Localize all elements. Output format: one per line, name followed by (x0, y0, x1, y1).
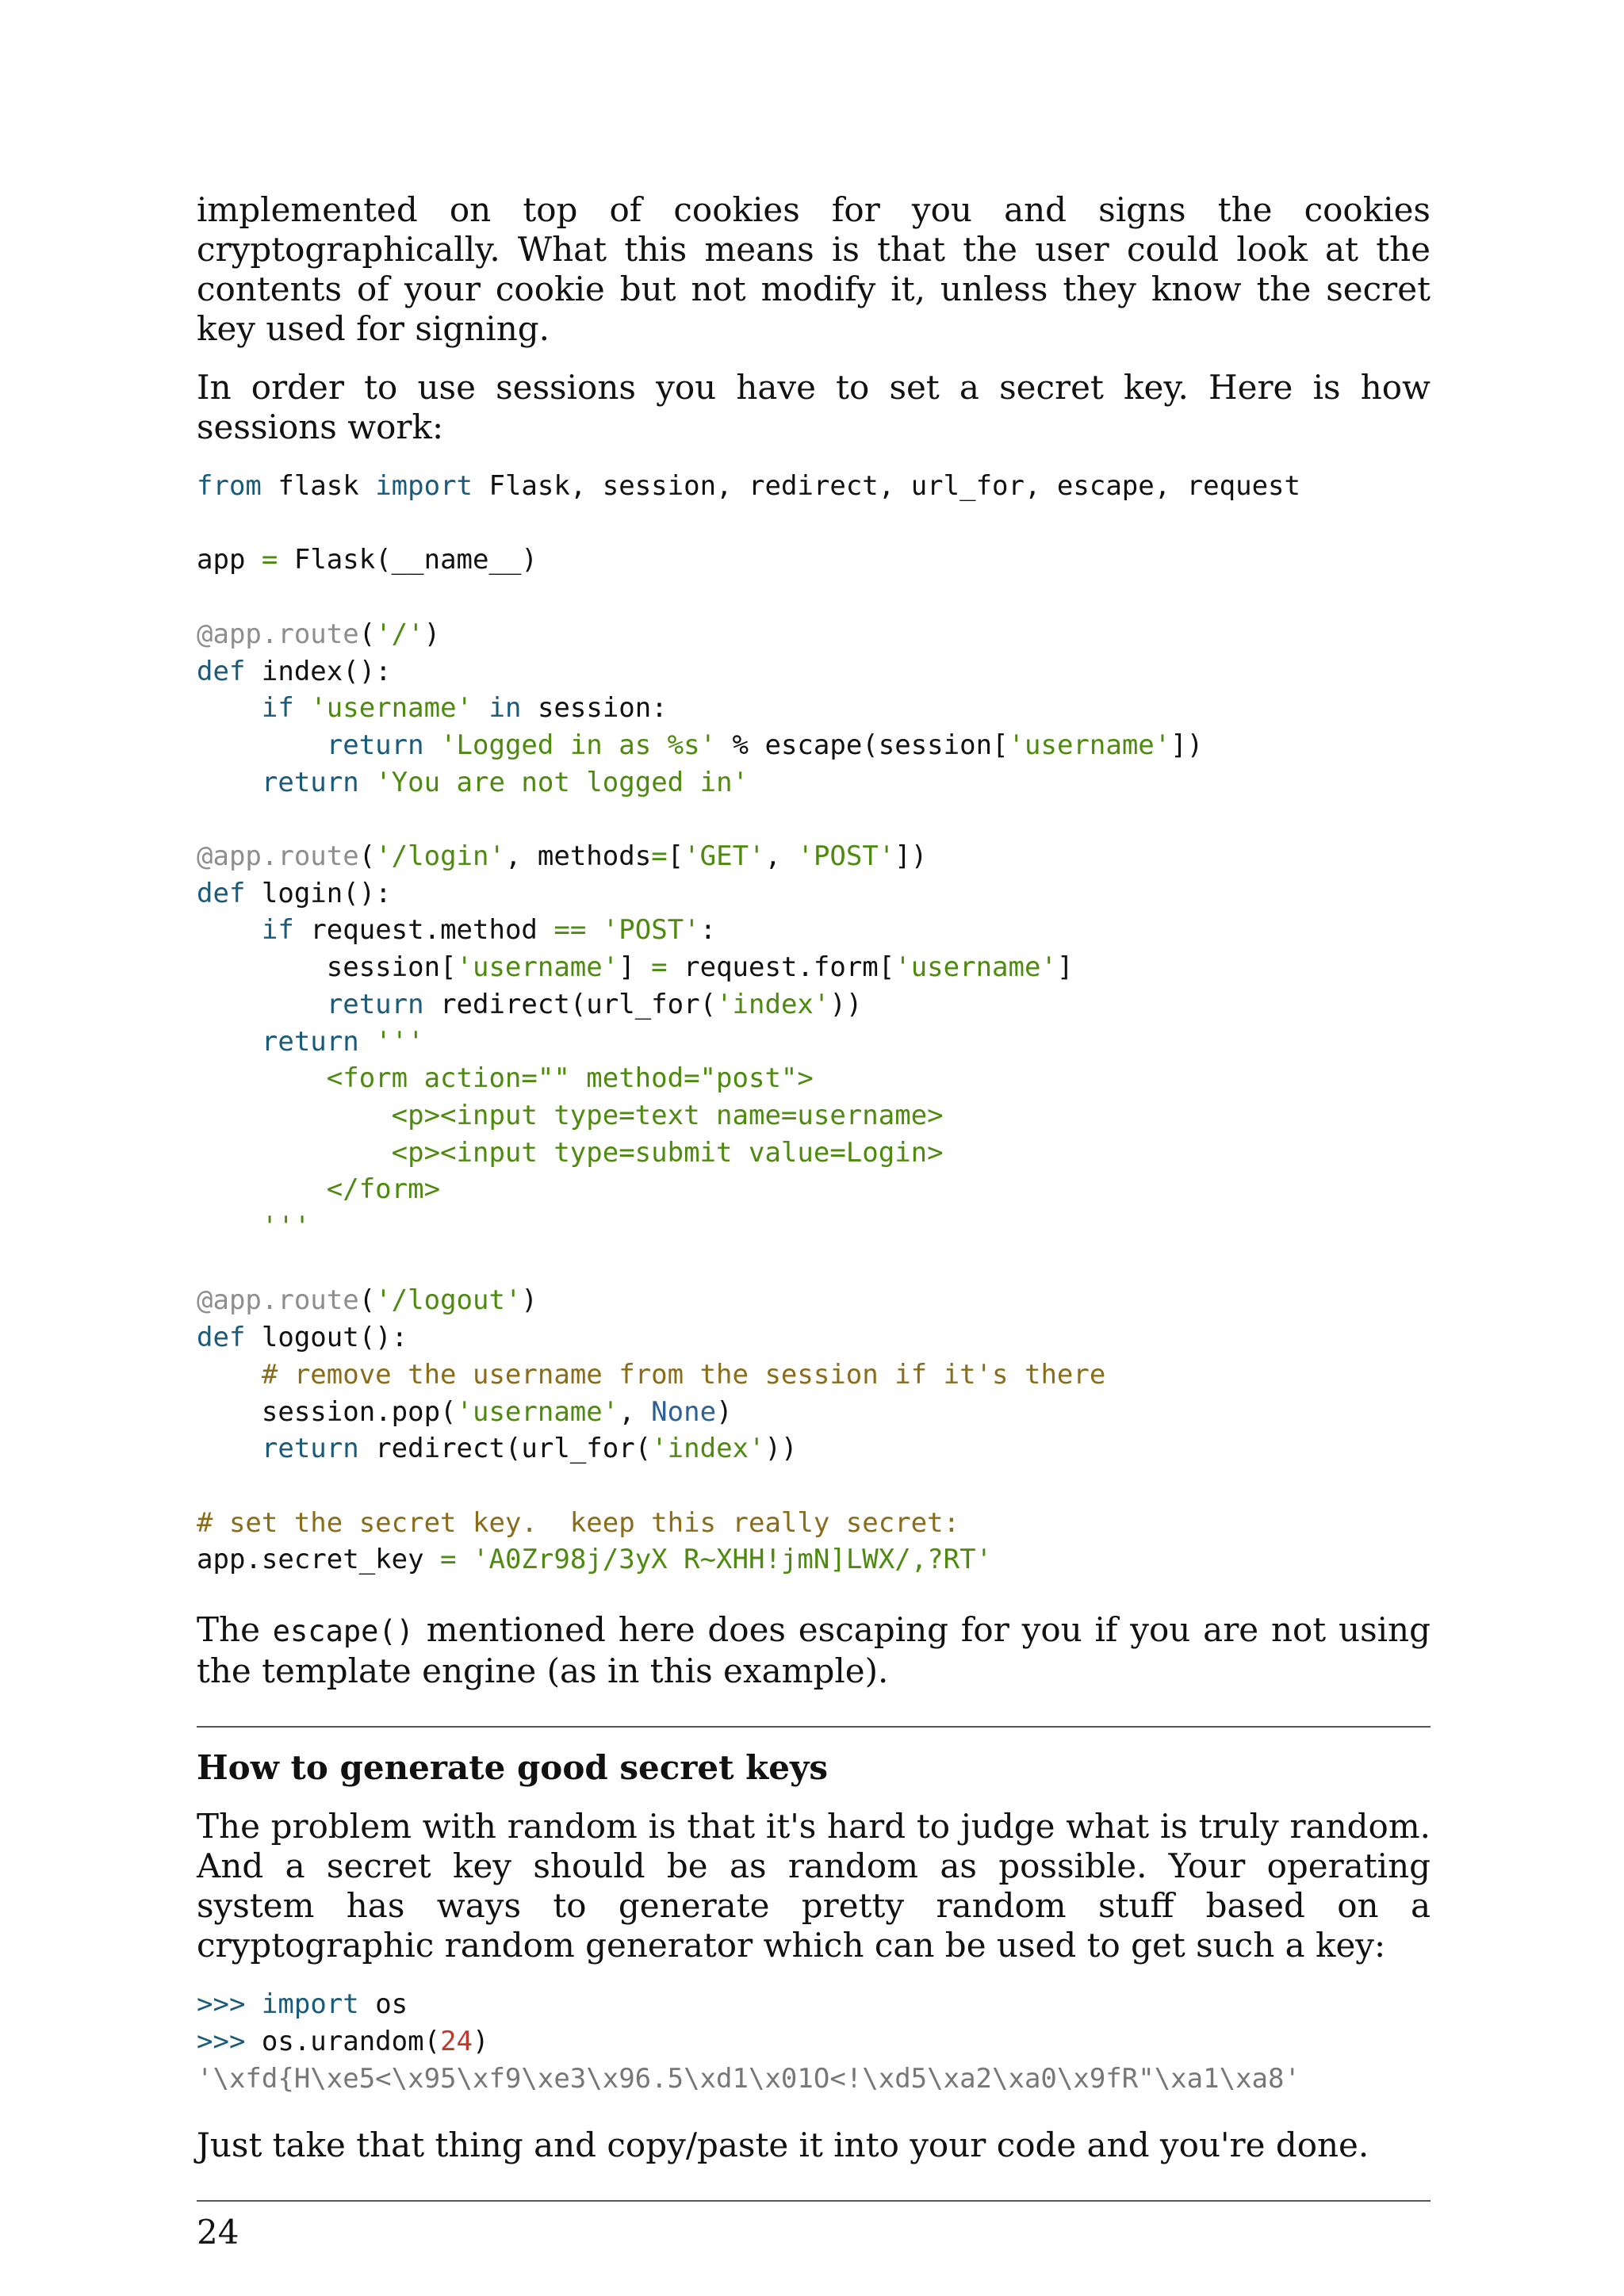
code-line (197, 468, 1431, 505)
escape-inline-code: escape() (272, 1614, 414, 1649)
code-line (197, 653, 1431, 691)
code-token: ] (1056, 951, 1074, 984)
code-token: import (375, 470, 473, 502)
code-token: [ (667, 840, 684, 873)
code-line (197, 1430, 1431, 1468)
box-paragraph: The problem with random is that it's hard to judge what is truly random. And a secret key should be as random as possible. Your operating system has ways to generate pretty random stuff based on a cryptographic random generator which can be used to get such a key: (197, 1807, 1431, 1965)
code-line (197, 505, 1431, 542)
code-token: , methods (504, 840, 652, 873)
code-token: 'username' (894, 951, 1057, 984)
code-line (197, 541, 1431, 579)
code-line (197, 1282, 1431, 1319)
code-line (197, 1171, 1431, 1208)
code-token: return (261, 1025, 359, 1058)
closing-paragraph: Just take that thing and copy/paste it into your code and you're done. (197, 2126, 1369, 2165)
code-token: = (651, 951, 668, 984)
code-token: request.method (293, 914, 554, 947)
code-token: 'POST' (797, 840, 895, 873)
document-page (197, 190, 1431, 2252)
code-token (197, 729, 327, 761)
code-token: 24 (440, 2025, 473, 2057)
code-token: ] (619, 951, 652, 984)
code-line (197, 690, 1431, 727)
code-token: )) (764, 1433, 798, 1465)
code-token: , (619, 1395, 652, 1428)
code-token (359, 767, 375, 798)
code-token: 'index' (651, 1433, 765, 1465)
code-token: )) (829, 988, 863, 1020)
code-token: None (651, 1395, 717, 1428)
code-token: == (553, 914, 587, 947)
code-token: Flask, session, redirect, url_for, escape, request (473, 470, 1300, 502)
code-line (197, 1135, 1431, 1172)
code-token (457, 1544, 473, 1575)
code-token: session.pop( (197, 1395, 457, 1428)
code-token: 'GET' (684, 840, 765, 873)
code-token (197, 1026, 262, 1058)
code-token: redirect(url_for( (358, 1433, 652, 1465)
code-token: def (197, 655, 246, 687)
box-bottom-rule (197, 2200, 1431, 2202)
intro-paragraph-2: In order to use sessions you have to set a secret key. Here is how sessions work: (197, 368, 1431, 446)
code-token: 'username' (310, 692, 473, 725)
code-token: ) (423, 618, 441, 650)
code-token: = (261, 544, 278, 576)
code-token (197, 914, 262, 946)
code-token: login(): (245, 877, 392, 909)
code-token: 'You are not logged in' (375, 766, 749, 798)
code-token: '/' (375, 618, 424, 650)
code-token (197, 692, 262, 724)
code-token (197, 1433, 262, 1464)
code-token: def (197, 1322, 246, 1354)
code-token: # set the secret key. keep this really secret: (197, 1506, 960, 1539)
code-token: ]) (894, 840, 928, 873)
intro-paragraph-1: implemented on top of cookies for you and signs the cookies cryptographically. What this means is that the user could look at the contents of your cookie but not modify it, unless they know the secret key used for signing. (197, 190, 1431, 348)
code-token (473, 692, 488, 724)
code-token: '/login' (375, 840, 505, 873)
code-token: : (699, 914, 717, 947)
code-token: return (261, 766, 359, 798)
code-token: '\xfd{H\xe5<\x95\xf9\xe3\x96.5\xd1\x01O<!\xd5\xa2\xa0\x9fR"\xa1\xa8' (197, 2062, 1300, 2095)
code-line (197, 1541, 1431, 1578)
page-number: 24 (197, 2213, 239, 2252)
code-token: # remove the username from the session if it's there (261, 1358, 1106, 1391)
escape-paragraph-after: mentioned here does escaping for you if you are not using the template engine (as in this example). (197, 1610, 1431, 1691)
code-token: </form> (197, 1173, 441, 1206)
code-line (197, 616, 1431, 653)
code-line (197, 1208, 1431, 1246)
code-line (197, 1505, 1431, 1542)
code-token (245, 1988, 261, 2020)
code-token: def (197, 877, 246, 909)
code-line (197, 912, 1431, 949)
code-line (197, 1468, 1431, 1505)
code-line (197, 1357, 1431, 1394)
code-token: ( (358, 618, 376, 650)
code-token: return (326, 729, 424, 761)
code-token: index(): (245, 655, 392, 687)
code-token: <form action="" method="post"> (197, 1062, 814, 1095)
code-token: @app.route (197, 618, 359, 650)
code-line (197, 801, 1431, 838)
code-token: >>> (197, 2025, 246, 2057)
code-token: if (261, 914, 294, 947)
code-token: logout(): (245, 1322, 408, 1354)
code-token: 'A0Zr98j/3yX R~XHH!jmN]LWX/,?RT' (473, 1544, 993, 1576)
code-token: = (440, 1544, 457, 1576)
code-token: % escape(session[ (716, 729, 1009, 761)
code-line (197, 1319, 1431, 1357)
code-line (197, 2061, 1431, 2098)
code-token: import (261, 1988, 359, 2021)
code-line (197, 1246, 1431, 1283)
code-line (197, 764, 1431, 802)
code-token: 'username' (456, 1395, 619, 1428)
code-token (197, 767, 262, 798)
code-token: '/logout' (375, 1284, 522, 1317)
code-token: app (197, 544, 262, 576)
code-token: ''' (197, 1211, 311, 1243)
code-token: os (358, 1988, 408, 2021)
code-token: return (326, 988, 424, 1020)
box-top-rule (197, 1726, 1431, 1728)
code-token: ) (716, 1395, 733, 1428)
code-line (197, 1060, 1431, 1097)
code-line (197, 2023, 1431, 2061)
code-token (359, 1026, 375, 1058)
code-token: @app.route (197, 1284, 359, 1317)
code-line (197, 1097, 1431, 1135)
box-title: How to generate good secret keys (197, 1748, 829, 1788)
code-line (197, 986, 1431, 1024)
code-token: session: (521, 692, 668, 725)
code-line (197, 727, 1431, 764)
code-token: ( (358, 1284, 376, 1317)
code-token: 'index' (716, 988, 830, 1020)
code-line (197, 875, 1431, 913)
code-token: <p><input type=submit value=Login> (197, 1136, 944, 1169)
code-line (197, 1394, 1431, 1431)
code-line (197, 579, 1431, 616)
code-token (294, 692, 310, 724)
code-token: ) (521, 1284, 538, 1317)
code-token: app.secret_key (197, 1544, 441, 1576)
code-token: ''' (375, 1025, 424, 1058)
code-line (197, 838, 1431, 875)
code-token (586, 914, 602, 946)
code-token: = (651, 840, 668, 873)
code-token: @app.route (197, 840, 359, 873)
code-token (424, 729, 440, 761)
escape-paragraph-before: The (197, 1610, 273, 1650)
code-token: in (488, 692, 522, 725)
code-token (197, 1359, 262, 1391)
code-token: >>> (197, 1988, 246, 2021)
code-token: session[ (197, 951, 457, 984)
code-token: from (197, 470, 262, 502)
code-token: 'Logged in as %s' (440, 729, 717, 761)
escape-paragraph (197, 1610, 1431, 1691)
code-token: 'POST' (602, 914, 700, 947)
code-token (197, 989, 327, 1020)
code-token: , (764, 840, 798, 873)
code-token: 'username' (1008, 729, 1171, 761)
code-line (197, 1024, 1431, 1061)
code-token: 'username' (456, 951, 619, 984)
code-token: ]) (1170, 729, 1204, 761)
code-token: flask (261, 470, 376, 502)
code-token: <p><input type=text name=username> (197, 1099, 944, 1131)
code-token: os.urandom( (245, 2025, 441, 2057)
code-line (197, 1986, 1431, 2023)
code-token: return (261, 1433, 359, 1465)
code-token: if (261, 692, 294, 725)
code-line (197, 949, 1431, 986)
code-token: ( (358, 840, 376, 873)
code-token: redirect(url_for( (423, 988, 717, 1020)
code-block-flask-sessions (197, 468, 1431, 1578)
code-token: ) (473, 2025, 489, 2057)
code-token: request.form[ (667, 951, 895, 984)
code-token: Flask(__name__) (278, 544, 538, 576)
code-block-urandom (197, 1986, 1431, 2097)
